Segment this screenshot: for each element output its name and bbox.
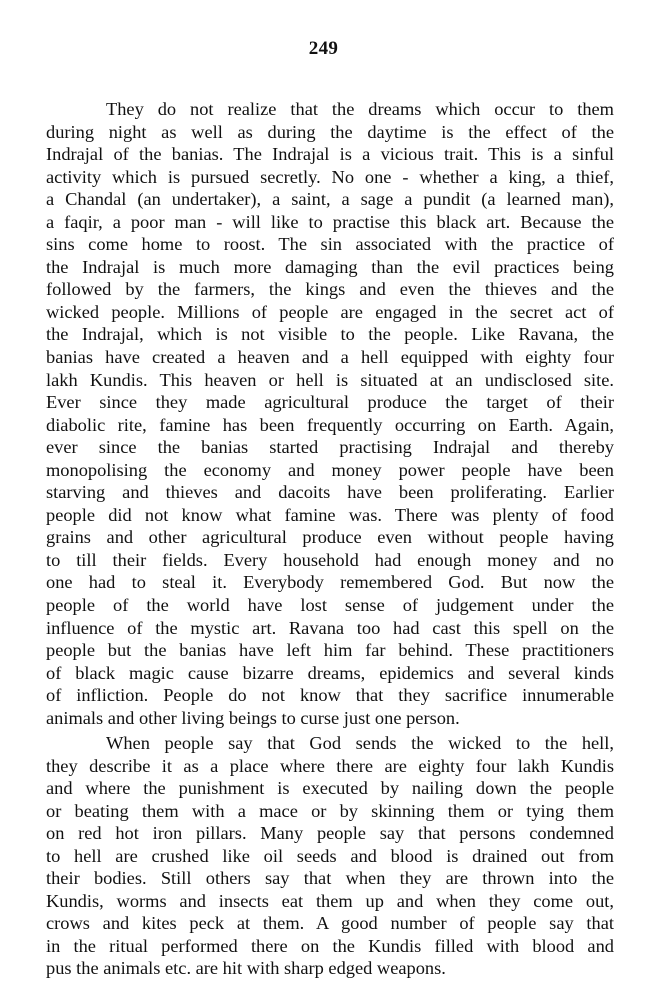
text-line: a faqir, a poor man - will like to practise this black art. Because the <box>46 211 614 232</box>
text-line: they describe it as a place where there are eighty four lakh Kundis <box>46 755 614 776</box>
text-line: followed by the farmers, the kings and even the thieves and the <box>46 279 614 300</box>
text-line: Ever since they made agricultural produce the target of their <box>46 392 614 413</box>
text-line: of infliction. People do not know that they sacrifice innumerable <box>46 685 614 706</box>
text-line: their bodies. Still others say that when they are thrown into the <box>46 868 614 889</box>
text-line: or beating them with a mace or by skinning them or tying them <box>46 800 614 821</box>
text-line: and where the punishment is executed by nailing down the people <box>46 778 614 799</box>
text-line: grains and other agricultural produce even without people having <box>46 527 614 548</box>
text-line: ever since the banias started practising Indrajal and thereby <box>46 437 614 458</box>
text-line: monopolising the economy and money power people have been <box>46 459 614 480</box>
text-line: lakh Kundis. This heaven or hell is situated at an undisclosed site. <box>46 369 614 390</box>
text-line: When people say that God sends the wicked to the hell, <box>106 733 614 753</box>
text-line: in the ritual performed there on the Kundis filled with blood and <box>46 935 614 956</box>
text-line: sins come home to roost. The sin associated with the practice of <box>46 234 614 255</box>
text-line: banias have created a heaven and a hell equipped with eighty four <box>46 347 614 368</box>
text-line: a Chandal (an undertaker), a saint, a sage a pundit (a learned man), <box>46 189 614 210</box>
text-line: wicked people. Millions of people are engaged in the secret act of <box>46 301 614 322</box>
text-line: pus the animals etc. are hit with sharp edged weapons. <box>46 958 446 979</box>
text-line: of black magic cause bizarre dreams, epidemics and several kinds <box>46 662 614 683</box>
page-number: 249 <box>308 38 339 59</box>
text-line: to hell are crushed like oil seeds and blood is drained out from <box>46 845 614 866</box>
text-line: one had to steal it. Everybody remembered God. But now the <box>46 572 614 593</box>
text-line: activity which is pursued secretly. No one - whether a king, a thief, <box>46 166 614 187</box>
text-line: influence of the mystic art. Ravana too had cast this spell on the <box>46 617 614 638</box>
text-line: to till their fields. Every household had enough money and no <box>46 549 614 570</box>
text-line: the Indrajal is much more damaging than the evil practices being <box>46 256 614 277</box>
text-line: people did not know what famine was. There was plenty of food <box>46 504 614 525</box>
text-line: during night as well as during the daytime is the effect of the <box>46 121 614 142</box>
text-line: Kundis, worms and insects eat them up and when they come out, <box>46 890 614 911</box>
text-line: animals and other living beings to curse just one person. <box>46 707 460 728</box>
text-line: people of the world have lost sense of judgement under the <box>46 595 614 616</box>
text-line: Indrajal of the banias. The Indrajal is a vicious trait. This is a sinful <box>46 144 614 165</box>
text-line: the Indrajal, which is not visible to the people. Like Ravana, the <box>46 324 614 345</box>
text-line: crows and kites peck at them. A good number of people say that <box>46 913 614 934</box>
text-line: people but the banias have left him far behind. These practitioners <box>46 640 614 661</box>
paragraph-2 <box>46 732 614 980</box>
text-line: starving and thieves and dacoits have been proliferating. Earlier <box>46 482 614 503</box>
text-line: diabolic rite, famine has been frequently occurring on Earth. Again, <box>46 414 614 435</box>
text-line: They do not realize that the dreams which occur to them <box>106 99 614 119</box>
paragraph-1 <box>46 98 614 729</box>
text-line: on red hot iron pillars. Many people say that persons condemned <box>46 823 614 844</box>
